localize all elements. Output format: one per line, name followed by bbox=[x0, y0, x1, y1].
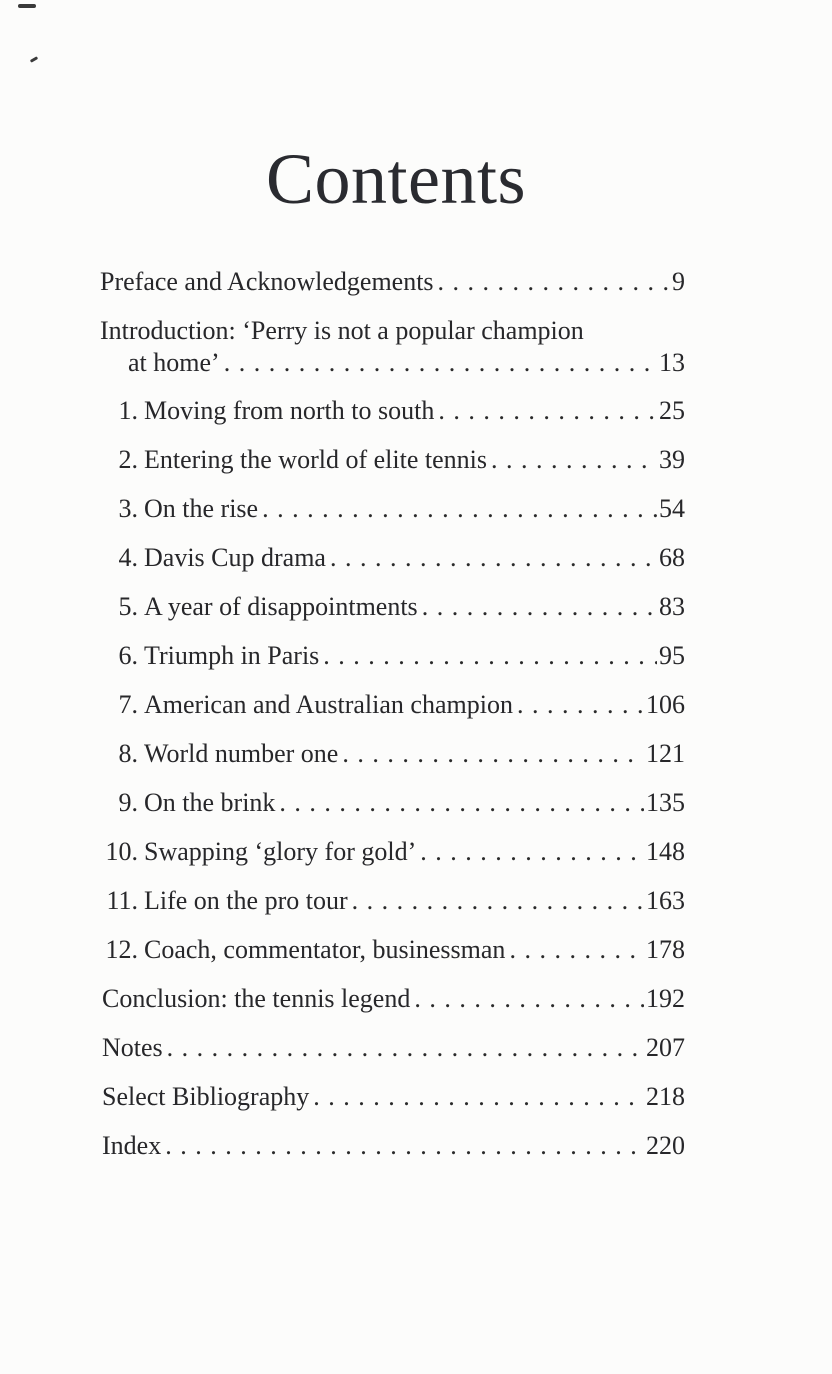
entry-page-number: 106 bbox=[646, 690, 685, 719]
dot-leader bbox=[513, 685, 644, 725]
toc-entry bbox=[100, 1077, 685, 1117]
chapter-number: 10. bbox=[105, 837, 138, 866]
chapter-number: 8. bbox=[118, 739, 138, 768]
dot-leader bbox=[338, 734, 644, 774]
entry-page-number: 83 bbox=[659, 592, 685, 621]
dot-leader bbox=[505, 930, 644, 970]
dot-leader bbox=[434, 391, 657, 431]
entry-label: Notes bbox=[102, 1033, 163, 1062]
entry-page-number: 135 bbox=[646, 788, 685, 817]
dot-leader bbox=[348, 881, 644, 921]
chapter-number: 7. bbox=[118, 690, 138, 719]
entry-label: Entering the world of elite tennis bbox=[144, 445, 487, 474]
dot-leader bbox=[418, 587, 657, 627]
entry-page-number: 163 bbox=[646, 886, 685, 915]
chapter-number: 6. bbox=[118, 641, 138, 670]
entry-page-number: 218 bbox=[646, 1082, 685, 1111]
toc-entry bbox=[100, 636, 685, 676]
toc-entry bbox=[100, 262, 685, 302]
dot-leader bbox=[258, 489, 657, 529]
entry-label: Index bbox=[102, 1131, 162, 1160]
dot-leader bbox=[410, 979, 644, 1019]
entry-page-number: 220 bbox=[646, 1131, 685, 1160]
toc-entry bbox=[100, 979, 685, 1019]
entry-page-number: 13 bbox=[659, 348, 685, 377]
entry-label: Swapping ‘glory for gold’ bbox=[144, 837, 417, 866]
dot-leader bbox=[163, 1028, 644, 1068]
toc-entry bbox=[100, 440, 685, 480]
dot-leader bbox=[319, 636, 657, 676]
entry-label: Life on the pro tour bbox=[144, 886, 348, 915]
entry-label: American and Australian champion bbox=[144, 690, 513, 719]
entry-label: A year of disappointments bbox=[144, 592, 418, 621]
toc-entry bbox=[100, 1028, 685, 1068]
entry-label: Triumph in Paris bbox=[144, 641, 320, 670]
toc-entry bbox=[100, 1126, 685, 1166]
entry-page-number: 148 bbox=[646, 837, 685, 866]
entry-page-number: 25 bbox=[659, 396, 685, 425]
page-title: Contents bbox=[265, 139, 526, 219]
ink-mark bbox=[18, 4, 36, 8]
entry-page-number: 9 bbox=[672, 267, 685, 296]
entry-label: Moving from north to south bbox=[144, 396, 435, 425]
toc-entry bbox=[100, 391, 685, 431]
entry-page-number: 192 bbox=[646, 984, 685, 1013]
chapter-number: 9. bbox=[118, 788, 138, 817]
dot-leader bbox=[309, 1077, 644, 1117]
entry-label: World number one bbox=[144, 739, 339, 768]
chapter-number: 12. bbox=[105, 935, 138, 964]
entry-page-number: 54 bbox=[659, 494, 685, 523]
chapter-number: 3. bbox=[118, 494, 138, 523]
toc-entry bbox=[100, 311, 685, 391]
chapter-number: 11. bbox=[106, 886, 138, 915]
dot-leader bbox=[275, 783, 644, 823]
toc-entry bbox=[100, 783, 685, 823]
entry-label: On the rise bbox=[144, 494, 259, 523]
chapter-number: 4. bbox=[118, 543, 138, 572]
entry-page-number: 178 bbox=[646, 935, 685, 964]
toc-entry bbox=[100, 734, 685, 774]
entry-label: Coach, commentator, businessman bbox=[144, 935, 506, 964]
entry-label: On the brink bbox=[144, 788, 276, 817]
entry-label: Select Bibliography bbox=[102, 1082, 310, 1111]
toc-entry bbox=[100, 685, 685, 725]
chapter-number: 5. bbox=[118, 592, 138, 621]
entry-page-number: 207 bbox=[646, 1033, 685, 1062]
ink-mark bbox=[30, 56, 38, 63]
dot-leader bbox=[416, 832, 644, 872]
toc-entry bbox=[100, 538, 685, 578]
entry-label: at home’ bbox=[128, 348, 220, 377]
entry-page-number: 39 bbox=[659, 445, 685, 474]
toc-entry bbox=[100, 587, 685, 627]
dot-leader bbox=[326, 538, 657, 578]
toc-entry bbox=[100, 489, 685, 529]
toc-entry bbox=[100, 832, 685, 872]
dot-leader bbox=[220, 343, 657, 383]
chapter-number: 2. bbox=[118, 445, 138, 474]
entry-label: Preface and Acknowledgements bbox=[100, 267, 434, 296]
entry-page-number: 95 bbox=[659, 641, 685, 670]
entry-label-line1: Introduction: ‘Perry is not a popular champion bbox=[100, 316, 584, 345]
entry-label: Conclusion: the tennis legend bbox=[102, 984, 411, 1013]
dot-leader bbox=[161, 1126, 644, 1166]
chapter-number: 1. bbox=[118, 396, 138, 425]
toc-entry bbox=[100, 881, 685, 921]
toc-entry bbox=[100, 930, 685, 970]
entry-page-number: 68 bbox=[659, 543, 685, 572]
entry-page-number: 121 bbox=[646, 739, 685, 768]
dot-leader bbox=[487, 440, 657, 480]
dot-leader bbox=[434, 262, 670, 302]
entry-label: Davis Cup drama bbox=[144, 543, 326, 572]
